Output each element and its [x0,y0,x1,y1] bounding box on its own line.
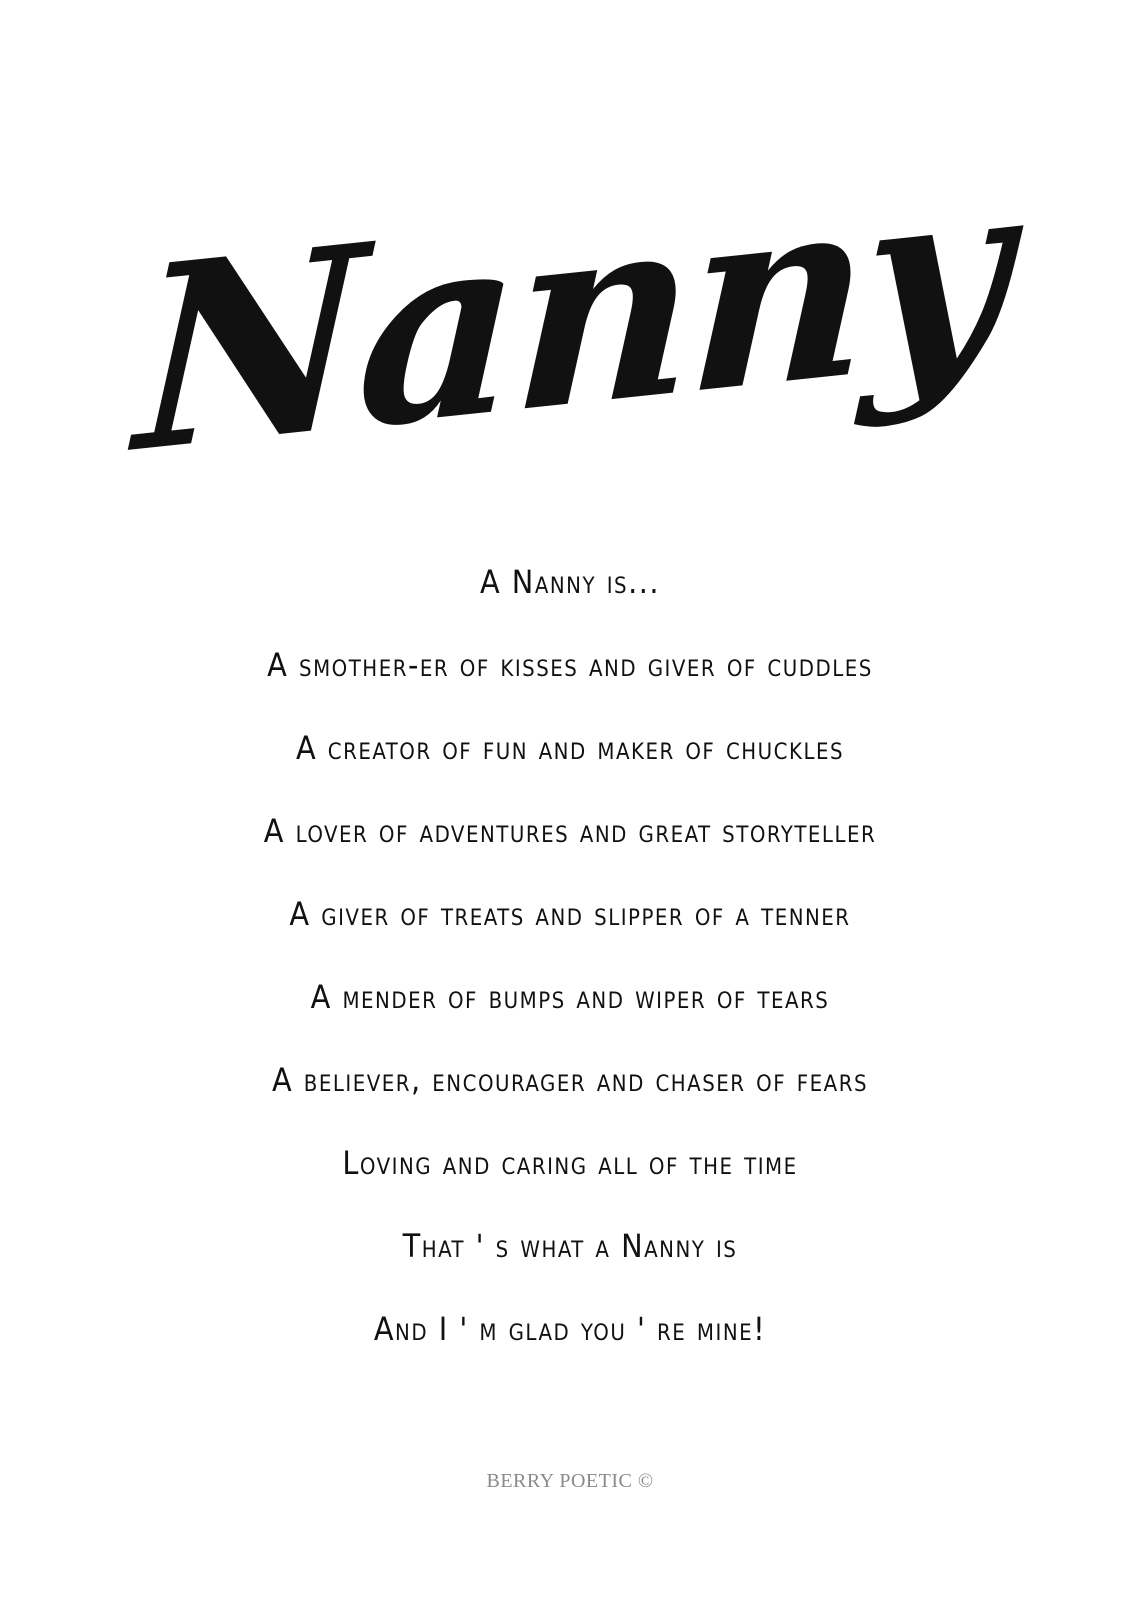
copyright-credit: BERRY POETIC © [486,1470,654,1492]
poem-line: A lover of adventures and great storyteller [263,812,877,850]
poem-line: A believer, encourager and chaser of fears [271,1061,869,1099]
poem-line: A smother-er of kisses and giver of cuddles [267,646,873,684]
poem-title: Nanny [132,121,1008,509]
poem-line: And I ' m glad you ' re mine! [373,1310,767,1348]
poem-line: Loving and caring all of the time [342,1144,798,1182]
poem-line: A mender of bumps and wiper of tears [310,978,830,1016]
poem-line: A Nanny is... [479,563,661,601]
poem-line: That ' s what a Nanny is [402,1227,738,1265]
poem-line: A giver of treats and slipper of a tenner [289,895,851,933]
poem-line: A creator of fun and maker of chuckles [295,729,845,767]
poem-body [0,562,1140,1392]
title-block [0,121,1140,510]
